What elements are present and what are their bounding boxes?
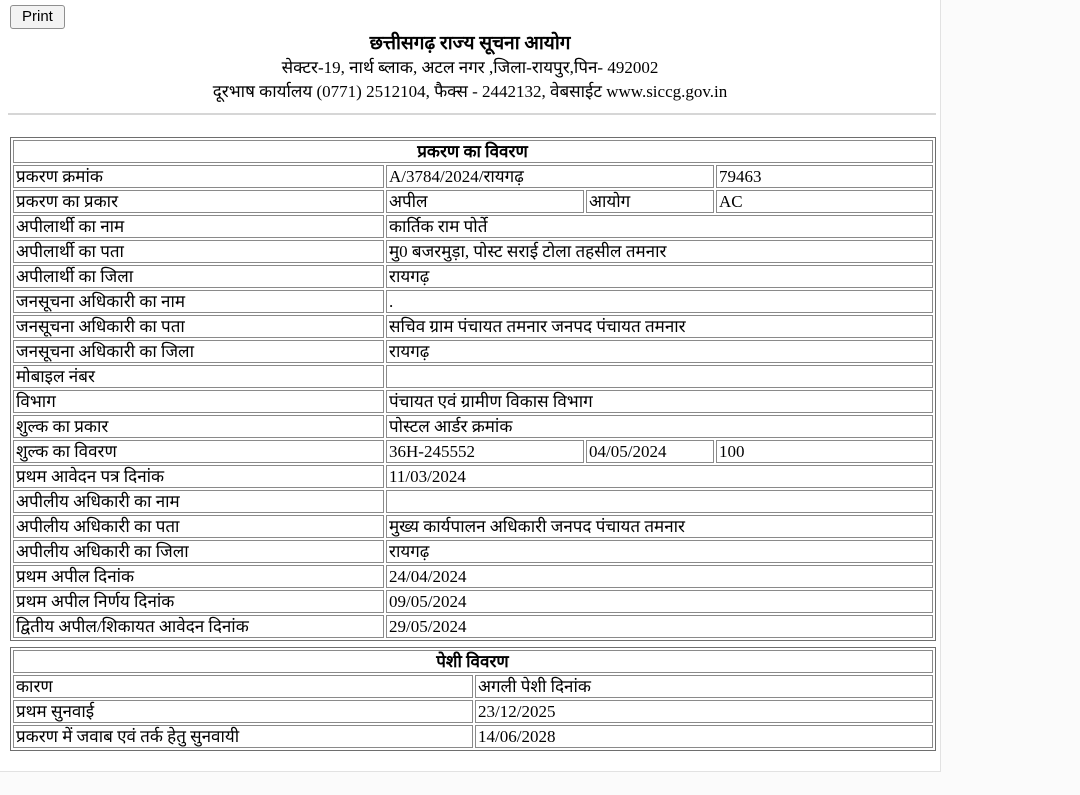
case-value-cell: 36H-245552 — [386, 440, 584, 463]
case-row — [13, 465, 933, 488]
org-header — [0, 32, 940, 104]
case-value-cell: रायगढ़ — [386, 340, 933, 363]
case-label-cell: शुल्क का विवरण — [13, 440, 384, 463]
toolbar — [0, 0, 940, 27]
case-label-cell: शुल्क का प्रकार — [13, 415, 384, 438]
case-label-cell: अपीलार्थी का जिला — [13, 265, 384, 288]
hearing-label-cell: प्रथम सुनवाई — [13, 700, 473, 723]
case-value-cell — [386, 490, 933, 513]
case-label-cell: अपीलीय अधिकारी का जिला — [13, 540, 384, 563]
case-value-cell: रायगढ़ — [386, 265, 933, 288]
hearing-row — [13, 700, 933, 723]
case-row — [13, 240, 933, 263]
case-value-cell: 04/05/2024 — [586, 440, 714, 463]
case-value-cell: 100 — [716, 440, 933, 463]
case-value-cell: AC — [716, 190, 933, 213]
case-label-cell: प्रथम आवेदन पत्र दिनांक — [13, 465, 384, 488]
case-value-cell: मुख्य कार्यपालन अधिकारी जनपद पंचायत तमनार — [386, 515, 933, 538]
case-row — [13, 615, 933, 638]
case-row — [13, 390, 933, 413]
case-row — [13, 490, 933, 513]
case-row — [13, 415, 933, 438]
case-value-cell: 09/05/2024 — [386, 590, 933, 613]
case-label-cell: प्रकरण का प्रकार — [13, 190, 384, 213]
case-value-cell: सचिव ग्राम पंचायत तमनार जनपद पंचायत तमनार — [386, 315, 933, 338]
case-value-cell: 11/03/2024 — [386, 465, 933, 488]
hearing-row — [13, 725, 933, 748]
case-value-cell: . — [386, 290, 933, 313]
case-label-cell: अपीलीय अधिकारी का नाम — [13, 490, 384, 513]
hearing-details-table — [10, 647, 936, 751]
case-row — [13, 440, 933, 463]
case-title-row — [13, 140, 933, 163]
case-label-cell: अपीलार्थी का नाम — [13, 215, 384, 238]
case-row — [13, 540, 933, 563]
print-button[interactable]: Print — [10, 5, 65, 29]
org-title: छत्तीसगढ़ राज्य सूचना आयोग — [369, 33, 571, 54]
case-title: प्रकरण का विवरण — [13, 140, 933, 163]
case-value-cell: आयोग — [586, 190, 714, 213]
hearing-value-cell: अगली पेशी दिनांक — [475, 675, 933, 698]
case-row — [13, 590, 933, 613]
case-row — [13, 165, 933, 188]
case-label-cell: अपीलीय अधिकारी का पता — [13, 515, 384, 538]
case-value-cell: 79463 — [716, 165, 933, 188]
case-value-cell — [386, 365, 933, 388]
case-value-cell: रायगढ़ — [386, 540, 933, 563]
case-label-cell: विभाग — [13, 390, 384, 413]
hearing-value-cell: 23/12/2025 — [475, 700, 933, 723]
case-value-cell: कार्तिक राम पोर्ते — [386, 215, 933, 238]
case-row — [13, 365, 933, 388]
case-label-cell: जनसूचना अधिकारी का नाम — [13, 290, 384, 313]
case-value-cell: A/3784/2024/रायगढ़ — [386, 165, 714, 188]
hearing-label-cell: प्रकरण में जवाब एवं तर्क हेतु सुनवायी — [13, 725, 473, 748]
case-value-cell: 24/04/2024 — [386, 565, 933, 588]
case-label-cell: द्वितीय अपील/शिकायत आवेदन दिनांक — [13, 615, 384, 638]
hearing-value-cell: 14/06/2028 — [475, 725, 933, 748]
case-row — [13, 190, 933, 213]
header-divider — [8, 113, 936, 115]
hearing-title: पेशी विवरण — [13, 650, 933, 673]
case-value-cell: पंचायत एवं ग्रामीण विकास विभाग — [386, 390, 933, 413]
case-value-cell: 29/05/2024 — [386, 615, 933, 638]
case-row — [13, 215, 933, 238]
hearing-title-row — [13, 650, 933, 673]
case-row — [13, 265, 933, 288]
case-value-cell: पोस्टल आर्डर क्रमांक — [386, 415, 933, 438]
case-row — [13, 290, 933, 313]
case-row — [13, 565, 933, 588]
case-row — [13, 315, 933, 338]
case-value-cell: अपील — [386, 190, 584, 213]
case-label-cell: मोबाइल नंबर — [13, 365, 384, 388]
hearing-row — [13, 675, 933, 698]
case-value-cell: मु0 बजरमुड़ा, पोस्ट सराई टोला तहसील तमनार — [386, 240, 933, 263]
case-details-table — [10, 137, 936, 641]
case-label-cell: जनसूचना अधिकारी का पता — [13, 315, 384, 338]
case-row — [13, 515, 933, 538]
org-address: सेक्टर-19, नार्थ ब्लाक, अटल नगर ,जिला-रायपुर,पिन- 492002 — [281, 58, 659, 77]
case-label-cell: अपीलार्थी का पता — [13, 240, 384, 263]
case-row — [13, 340, 933, 363]
org-contact: दूरभाष कार्यालय (0771) 2512104, फैक्स - 2442132, वेबसाईट www.siccg.gov.in — [212, 82, 728, 101]
case-label-cell: प्रकरण क्रमांक — [13, 165, 384, 188]
hearing-label-cell: कारण — [13, 675, 473, 698]
case-label-cell: प्रथम अपील दिनांक — [13, 565, 384, 588]
case-label-cell: जनसूचना अधिकारी का जिला — [13, 340, 384, 363]
case-label-cell: प्रथम अपील निर्णय दिनांक — [13, 590, 384, 613]
